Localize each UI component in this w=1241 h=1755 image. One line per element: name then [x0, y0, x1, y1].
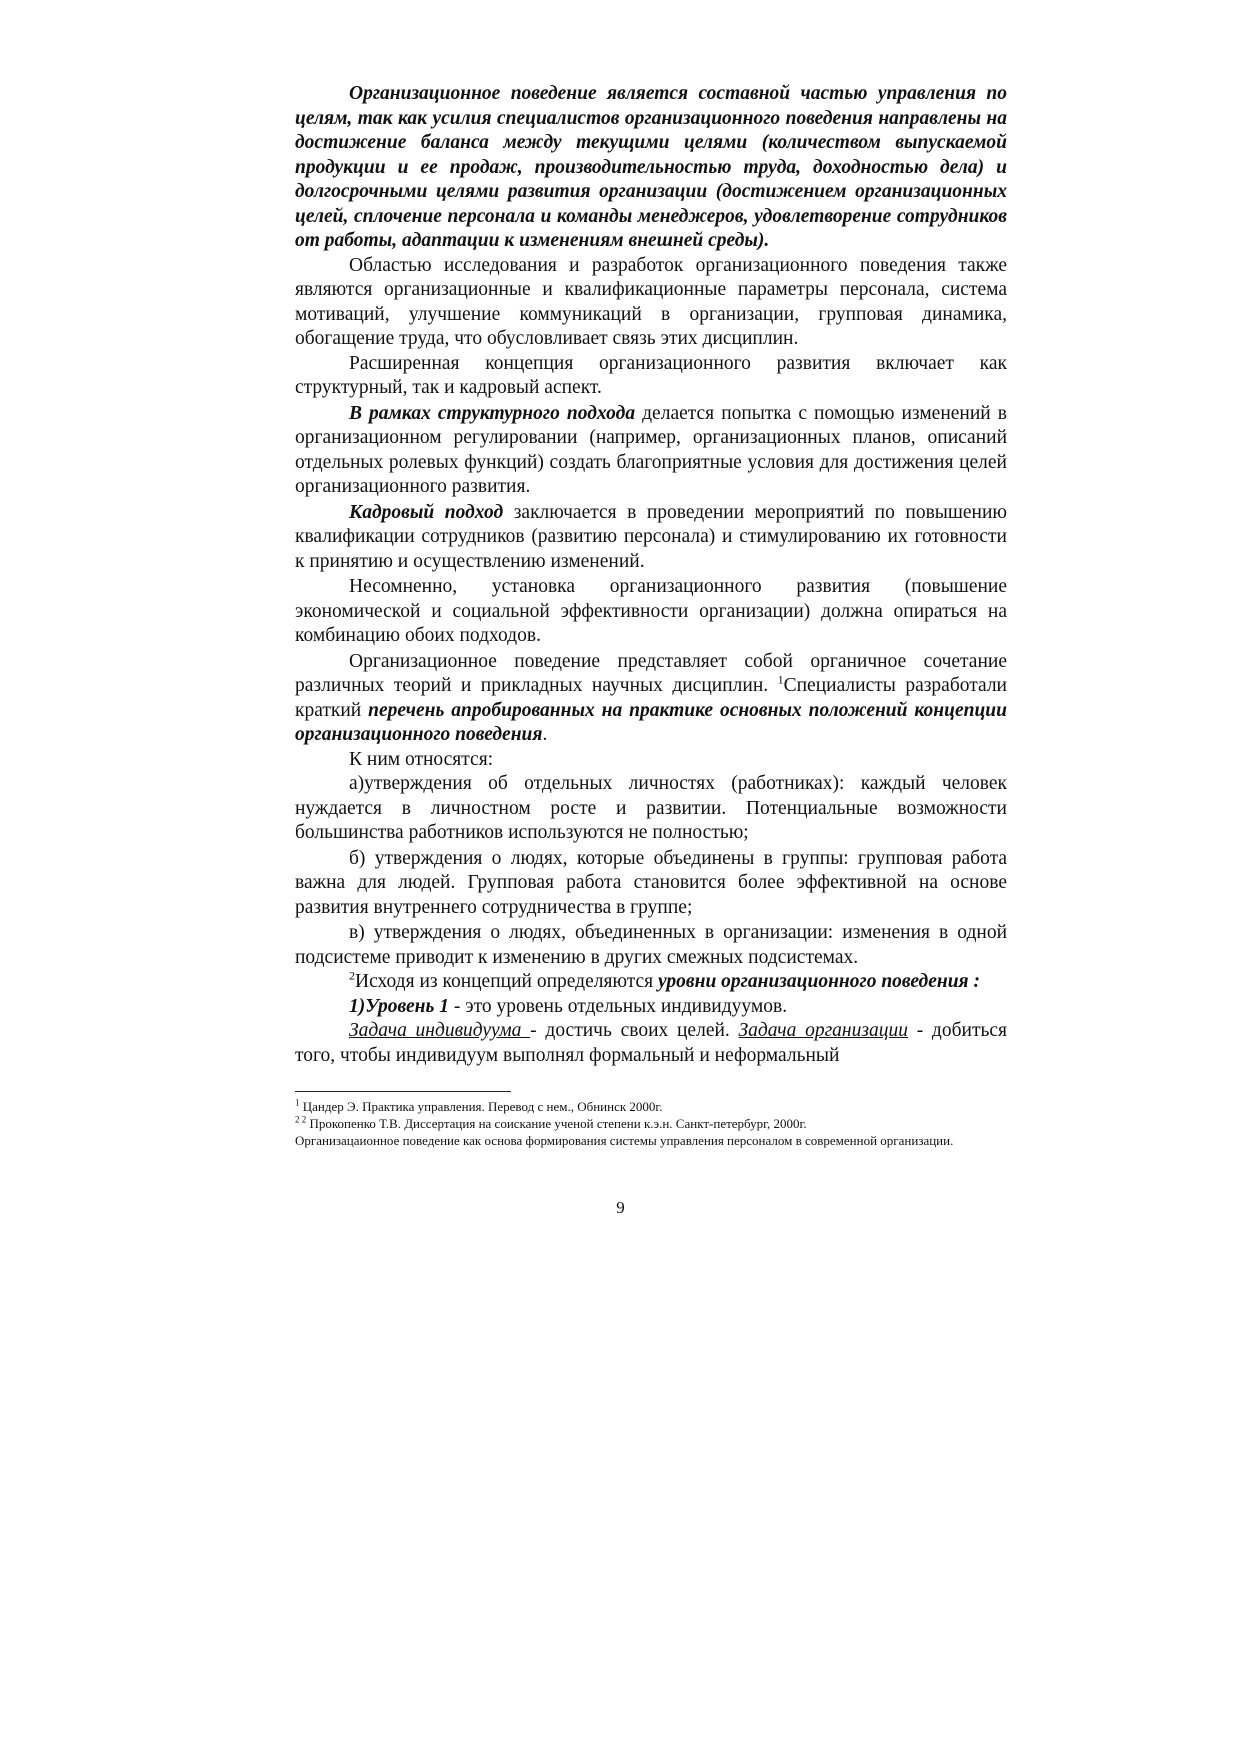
text: - это уровень отдельных индивидуумов. — [449, 995, 788, 1017]
footnote-text: Цандер Э. Практика управления. Перевод с нем., Обнинск 2000г. — [299, 1099, 663, 1114]
emphasis-text: Кадровый подход — [349, 501, 504, 523]
text: б) утверждения о людях, которые объединены в группы: групповая работа важна для людей. Групповая работа становится более эффективной на основе развития внутреннего сотрудничества в группе; — [295, 847, 1007, 918]
text: Исходя из концепций определяются — [355, 971, 659, 992]
emphasis-text: перечень апробированных на практике основных положений концепции организационного поведения — [295, 699, 1007, 745]
paragraph-levels — [295, 970, 1007, 995]
text: Областью исследования и разработок организационного поведения также являются организационные и квалификационные параметры персонала, система мотиваций, улучшение коммуникаций в организации, групповая динамика, обогащение труда, что обусловливает связь этих дисциплин. — [295, 254, 1007, 349]
paragraph-item-a — [295, 772, 1007, 846]
text: Организационное поведение представляет собой органичное сочетание различных теорий и прикладных научных дисциплин. — [295, 650, 1007, 696]
emphasis-text: уровни организационного поведения : — [658, 971, 980, 992]
bold-italic-text: Организационное поведение является составной частью управления по целям, так как усилия специалистов организационного поведения направлены на достижение баланса между текущими целями (количеством выпускаемой продукции и ее продаж, производительностью труда, доходностью дела) и долгосрочными целями развития организации (достижением организационных целей, сплочение персонала и команды менеджеров, удовлетворение сотрудников от работы, адаптации к изменениям внешней среды). — [295, 83, 1007, 251]
paragraph-item-b — [295, 847, 1007, 921]
footnote-mark: 1 — [295, 1097, 300, 1108]
text: в) утверждения о людях, объединенных в организации: изменения в одной подсистеме приводит к изменению в других смежных подсистемах. — [295, 922, 1007, 968]
paragraph-personnel-approach — [295, 501, 1007, 575]
footnote-mark: 2 2 — [295, 1114, 307, 1125]
paragraph-list-intro — [295, 748, 1007, 773]
text: . — [542, 724, 548, 745]
paragraph-mbo-definition — [295, 82, 1007, 254]
paragraph-extended-concept — [295, 352, 1007, 401]
footnote-text: Прокопенко Т.В. Диссертация на соискание ученой степени к.э.н. Санкт-петербург, 2000г. — [306, 1116, 807, 1131]
text: - добиться того, чтобы индивидуум выполнял формальный и неформальный — [295, 1020, 1007, 1066]
footnote-separator — [295, 1091, 511, 1092]
paragraph-tasks — [295, 1019, 1007, 1068]
text: К ним относятся: — [349, 748, 494, 770]
paragraph-level-1 — [295, 995, 1007, 1020]
paragraph-combination — [295, 575, 1007, 649]
footnote-ref-2: 2 — [349, 968, 355, 983]
underlined-text: Задача организации — [738, 1020, 908, 1041]
paragraph-theories — [295, 650, 1007, 748]
text: делается попытка с помощью изменений в организационном регулировании (например, организационных планов, описаний отдельных ролевых функций) создать благоприятные условия для достижения целей организационного развития. — [295, 402, 1007, 497]
text: а)утверждения об отдельных личностях (работниках): каждый человек нуждается в личностном росте и развитии. Потенциальные возможности большинства работников используются не полностью; — [295, 773, 1007, 843]
emphasis-text: В рамках структурного подхода — [349, 402, 636, 424]
footnote-2 — [295, 1115, 1007, 1132]
emphasis-text: 1)Уровень 1 — [349, 995, 450, 1017]
text: Специалисты разработали краткий — [295, 675, 1007, 721]
text: - достичь своих целей. — [530, 1020, 739, 1041]
footnote-1 — [295, 1098, 1007, 1115]
paragraph-research-area — [295, 254, 1007, 352]
underlined-text: Задача индивидуума — [349, 1020, 531, 1041]
text: Несомненно, установка организационного развития (повышение экономической и социальной эффективности организации) должна опираться на комбинацию обоих подходов. — [295, 576, 1007, 646]
document-body — [295, 82, 1007, 1068]
footnotes — [295, 1098, 1007, 1149]
paragraph-item-c — [295, 921, 1007, 970]
paragraph-structural-approach — [295, 402, 1007, 500]
text: заключается в проведении мероприятий по повышению квалификации сотрудников (развитию персонала) и стимулированию их готовности к принятию и осуществлению изменений. — [295, 501, 1007, 572]
page-number: 9 — [616, 1198, 625, 1217]
footnote-ref-1: 1 — [777, 672, 784, 687]
footnote-2-continuation: Организацаионное поведение как основа формирования системы управления персоналом в современной организации. — [295, 1133, 954, 1148]
text: Расширенная концепция организационного развития включает как структурный, так и кадровый аспект. — [295, 352, 1007, 398]
